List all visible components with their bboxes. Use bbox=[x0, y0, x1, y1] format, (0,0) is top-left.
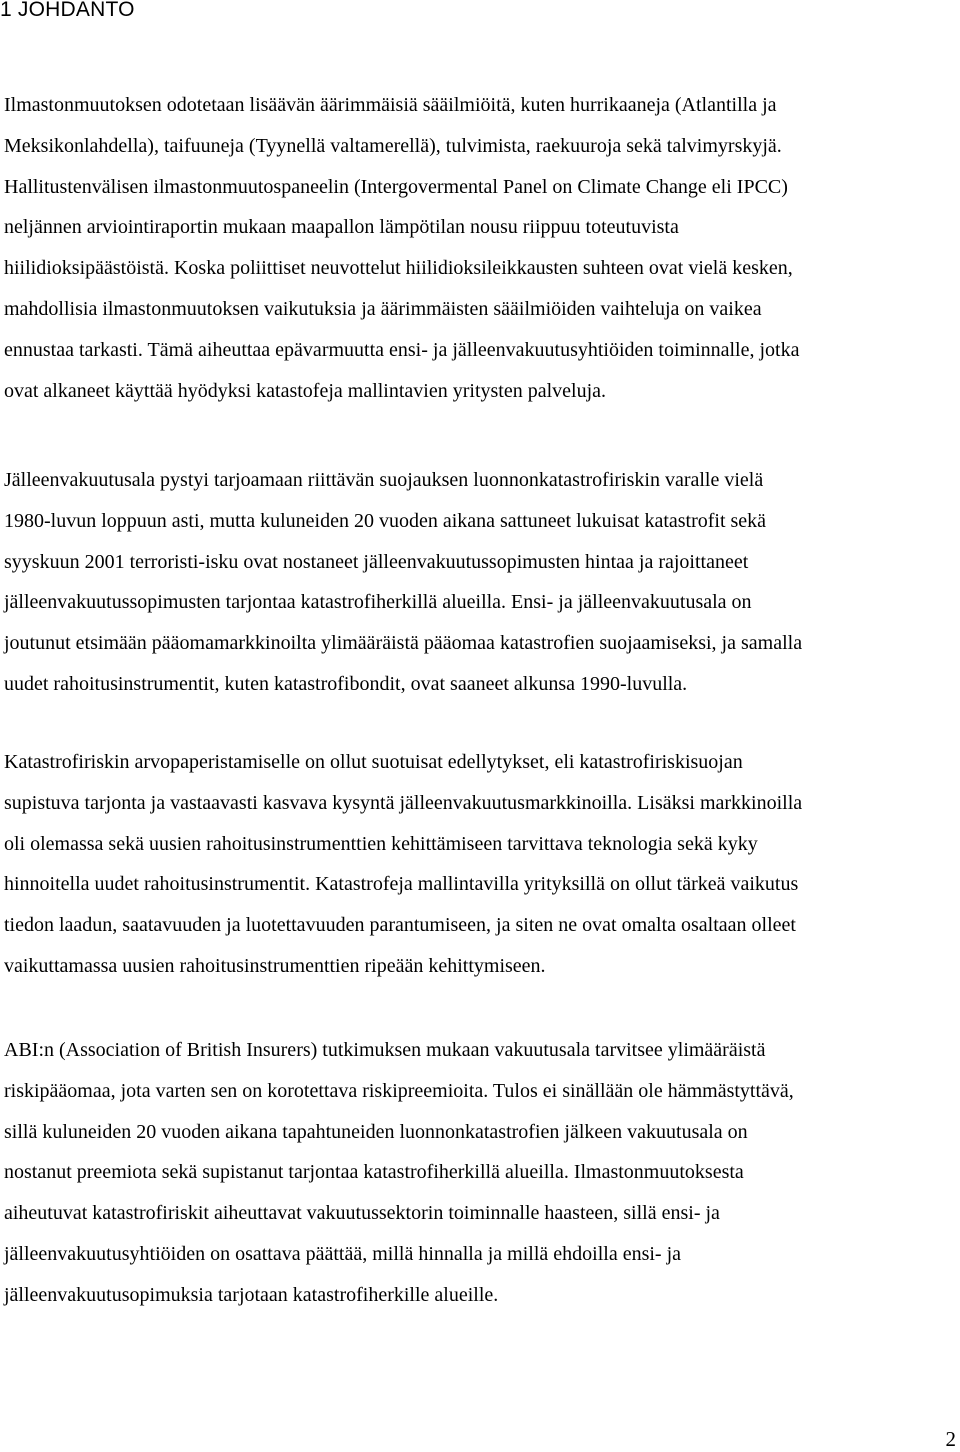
text-line: aiheutuvat katastrofiriskit aiheuttavat vakuutussektorin toiminnalle haasteen, sillä ensi- ja bbox=[4, 1202, 720, 1225]
text-line: jälleenvakuutussopimusten tarjontaa katastrofiherkillä alueilla. Ensi- ja jälleenvakuutusala on bbox=[4, 591, 752, 614]
text-line: jälleenvakuutusyhtiöiden on osattava päättää, millä hinnalla ja millä ehdoilla ensi- ja bbox=[4, 1242, 682, 1265]
text-line: ennustaa tarkasti. Tämä aiheuttaa epävarmuutta ensi- ja jälleenvakuutusyhtiöiden toiminnalle, jotka bbox=[4, 338, 800, 361]
paragraph-2 bbox=[4, 460, 954, 705]
text-line: Hallitustenvälisen ilmastonmuutospaneelin (Intergovermental Panel on Climate Change eli IPCC) bbox=[4, 175, 788, 198]
text-line: ovat alkaneet käyttää hyödyksi katastofeja mallintavien yritysten palveluja. bbox=[4, 379, 607, 402]
text-line: syyskuun 2001 terroristi-isku ovat nostaneet jälleenvakuutussopimusten hintaa ja rajoittaneet bbox=[4, 550, 749, 573]
text-line: joutunut etsimään pääomamarkkinoilta ylimääräistä pääomaa katastrofien suojaamiseksi, ja samalla bbox=[4, 632, 803, 655]
text-line: mahdollisia ilmastonmuutoksen vaikutuksia ja äärimmäisten sääilmiöiden vaihteluja on vaikea bbox=[4, 297, 762, 320]
text-line: neljännen arviointiraportin mukaan maapallon lämpötilan nousu riippuu toteutuvista bbox=[4, 216, 679, 239]
section-heading: 1 JOHDANTO bbox=[0, 0, 135, 21]
text-line: supistuva tarjonta ja vastaavasti kasvava kysyntä jälleenvakuutusmarkkinoilla. Lisäksi markkinoilla bbox=[4, 791, 803, 814]
text-line: Katastrofiriskin arvopaperistamiselle on ollut suotuisat edellytykset, eli katastrofiriskisuojan bbox=[4, 751, 743, 773]
paragraph-3 bbox=[4, 742, 954, 987]
text-line: riskipääomaa, jota varten sen on korotettava riskipreemioita. Tulos ei sinällään ole hämmästyttävä, bbox=[4, 1079, 794, 1102]
page-number: 2 bbox=[945, 1427, 956, 1451]
text-line: nostanut preemiota sekä supistanut tarjontaa katastrofiherkillä alueilla. Ilmastonmuutoksesta bbox=[4, 1161, 744, 1184]
text-line: uudet rahoitusinstrumentit, kuten katastrofibondit, ovat saaneet alkunsa 1990-luvulla. bbox=[4, 672, 688, 695]
text-line: 1980-luvun loppuun asti, mutta kuluneiden 20 vuoden aikana sattuneet lukuisat katastrofit sekä bbox=[4, 509, 767, 532]
text-line: Ilmastonmuutoksen odotetaan lisäävän äärimmäisiä sääilmiöitä, kuten hurrikaaneja (Atlantilla ja bbox=[4, 94, 777, 116]
text-line: tiedon laadun, saatavuuden ja luotettavuuden parantumiseen, ja siten ne ovat omalta osaltaan olleet bbox=[4, 914, 796, 937]
text-line: Jälleenvakuutusala pystyi tarjoamaan riittävän suojauksen luonnonkatastrofiriskin varalle vielä bbox=[4, 469, 764, 491]
text-line: ABI:n (Association of British Insurers) tutkimuksen mukaan vakuutusala tarvitsee ylimääräistä bbox=[4, 1039, 766, 1061]
text-line: oli olemassa sekä uusien rahoitusinstrumenttien kehittämiseen tarvittava teknologia sekä kyky bbox=[4, 832, 758, 855]
text-line: jälleenvakuutusopimuksia tarjotaan katastrofiherkille alueille. bbox=[4, 1283, 499, 1306]
text-line: hiilidioksipäästöistä. Koska poliittiset neuvottelut hiilidioksileikkausten suhteen ovat vielä kesken, bbox=[4, 257, 793, 280]
text-line: sillä kuluneiden 20 vuoden aikana tapahtuneiden luonnonkatastrofien jälkeen vakuutusala on bbox=[4, 1120, 748, 1143]
paragraph-4 bbox=[4, 1030, 954, 1316]
text-line: vaikuttamassa uusien rahoitusinstrumenttien ripeään kehittymiseen. bbox=[4, 954, 546, 977]
text-line: Meksikonlahdella), taifuuneja (Tyynellä valtamerellä), tulvimista, raekuuroja sekä talvimyrskyjä. bbox=[4, 134, 782, 157]
paragraph-1 bbox=[4, 85, 954, 411]
text-line: hinnoitella uudet rahoitusinstrumentit. Katastrofeja mallintavilla yrityksillä on ollut tärkeä vaikutus bbox=[4, 873, 799, 896]
